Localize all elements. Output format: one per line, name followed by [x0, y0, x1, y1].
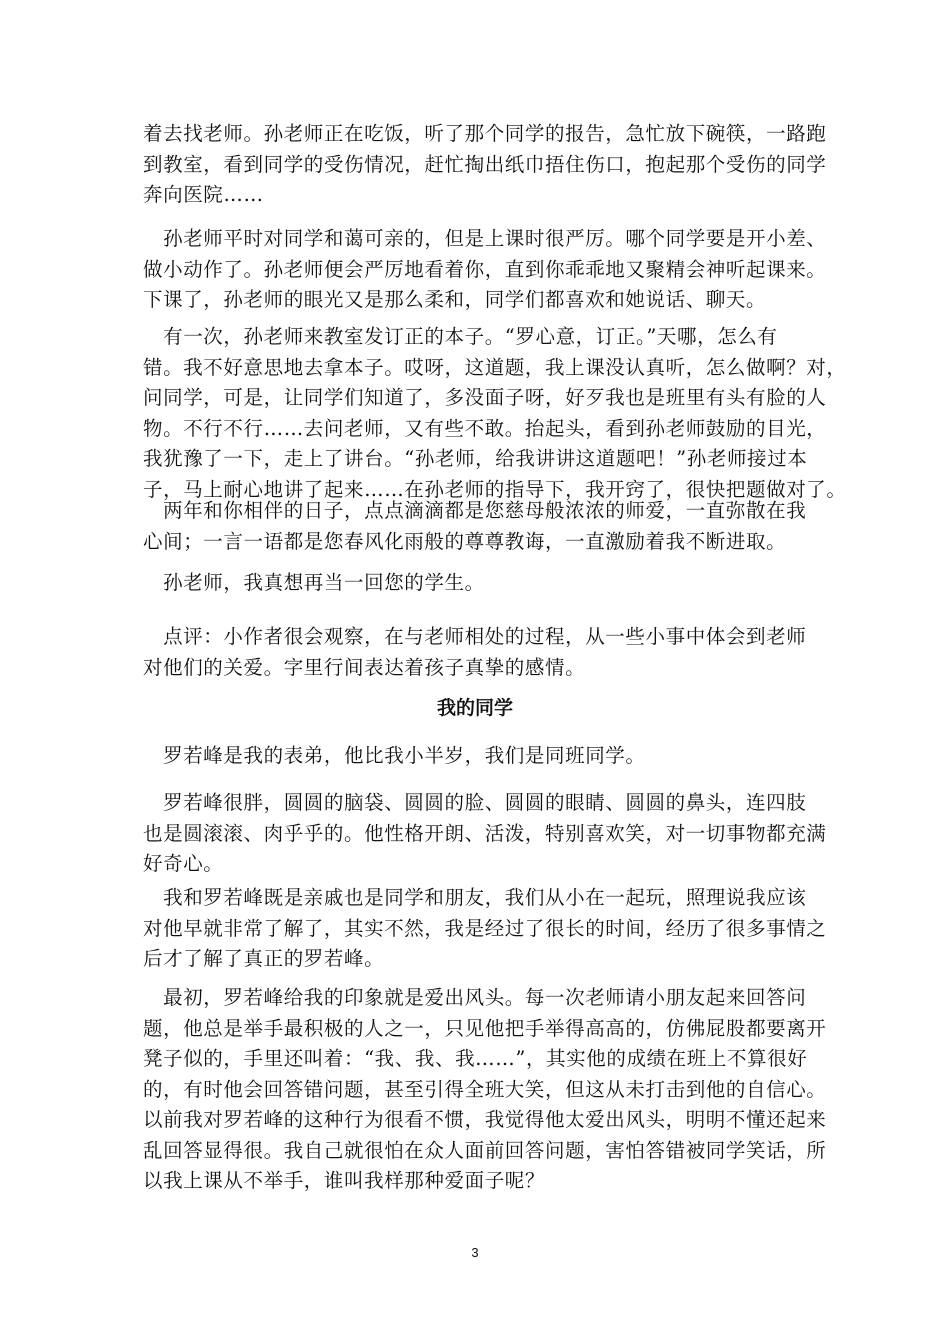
text-line: 奔向医院…… [143, 183, 264, 206]
text-line: 两年和你相伴的日子，点点滴滴都是您慈母般浓浓的师爱，一直弥散在我 [143, 499, 807, 522]
text-line: 的，有时他会回答错问题，甚至引得全班大笑，但这从未打击到他的自信心。 [143, 1077, 827, 1101]
text-line: 孙老师平时对同学和蔼可亲的，但是上课时很严厉。哪个同学要是开小差、 [143, 227, 827, 250]
text-line: 以前我对罗若峰的这种行为很看不惯，我觉得他太爱出风头，明明不懂还起来 [143, 1108, 827, 1131]
text-line: 物。不行不行……去问老师，又有些不敢。抬起头，看到孙老师鼓励的目光， [143, 416, 827, 440]
text-line: 对他早就非常了解了，其实不然，我是经过了很长的时间，经历了很多事情之 [143, 916, 827, 940]
text-line: 凳子似的，手里还叫着：“我、我、我……”，其实他的成绩在班上不算很好 [143, 1047, 808, 1070]
paragraph [143, 983, 827, 1197]
text-line: 心间；一言一语都是您春风化雨般的尊尊教诲，一直激励着我不断进取。 [143, 529, 787, 553]
section-title: 我的同学 [436, 697, 513, 719]
text-line: 也是圆滚滚、肉乎乎的。他性格开朗、活泼，特别喜欢笑，对一切事物都充满 [143, 821, 827, 845]
text-line: 错。我不好意思地去拿本子。哎呀，这道题，我上课没认真听，怎么做啊？对， [143, 355, 847, 379]
text-line: 罗若峰是我的表弟，他比我小半岁，我们是同班同学。 [143, 744, 646, 767]
text-line: 孙老师，我真想再当一回您的学生。 [143, 571, 485, 594]
text-line: 最初，罗若峰给我的印象就是爱出风头。每一次老师请小朋友起来回答问 [143, 986, 807, 1009]
page-number: 3 [471, 1245, 479, 1260]
paragraph [143, 568, 813, 599]
text-line: 点评：小作者很会观察，在与老师相处的过程，从一些小事中体会到老师 [143, 625, 807, 648]
text-line: 乱回答显得很。我自己就很怕在众人面前回答问题，害怕答错被同学笑话，所 [143, 1138, 827, 1162]
text-line: 对他们的关爱。字里行间表达着孩子真挚的感情。 [143, 655, 586, 679]
paragraph [143, 496, 813, 557]
text-line: 题，他总是举手最积极的人之一，只见他把手举得高高的，仿佛屁股都要离开 [143, 1016, 827, 1040]
text-line: 子，马上耐心地讲了起来……在孙老师的指导下，我开窍了，很快把题做对了。 [143, 477, 847, 501]
text-line: 好奇心。 [143, 852, 224, 875]
text-line: 做小动作了。孙老师便会严厉地看着你，直到你乖乖地又聚精会神听起课来。 [143, 257, 827, 281]
paragraph [143, 322, 847, 505]
paragraph [143, 119, 827, 211]
text-line: 我犹豫了一下，走上了讲台。“孙老师，给我讲讲这道题吧！”孙老师接过本 [143, 447, 808, 470]
text-line: 有一次，孙老师来教室发订正的本子。“罗心意，订正。”天哪，怎么有 [143, 325, 778, 348]
text-line: 我和罗若峰既是亲戚也是同学和朋友，我们从小在一起玩，照理说我应该 [143, 886, 807, 909]
paragraph [143, 883, 827, 975]
text-line: 到教室，看到同学的受伤情况，赶忙掏出纸巾捂住伤口，抱起那个受伤的同学 [143, 152, 827, 176]
text-line: 着去找老师。孙老师正在吃饭，听了那个同学的报告，急忙放下碗筷，一路跑 [143, 122, 827, 145]
commentary-paragraph [143, 622, 813, 683]
text-line: 问同学，可是，让同学们知道了，多没面子呀，好歹我也是班里有头有脸的人 [143, 386, 827, 409]
text-line: 后才了解了真正的罗若峰。 [143, 947, 385, 970]
text-line: 罗若峰很胖，圆圆的脑袋、圆圆的脸、圆圆的眼睛、圆圆的鼻头，连四肢 [143, 791, 807, 814]
text-line: 以我上课从不举手，谁叫我样那种爱面子呢？ [143, 1169, 546, 1192]
paragraph [143, 224, 827, 316]
text-line: 下课了，孙老师的眼光又是那么柔和，同学们都喜欢和她说话、聊天。 [143, 288, 767, 311]
paragraph [143, 741, 813, 772]
paragraph [143, 788, 827, 880]
